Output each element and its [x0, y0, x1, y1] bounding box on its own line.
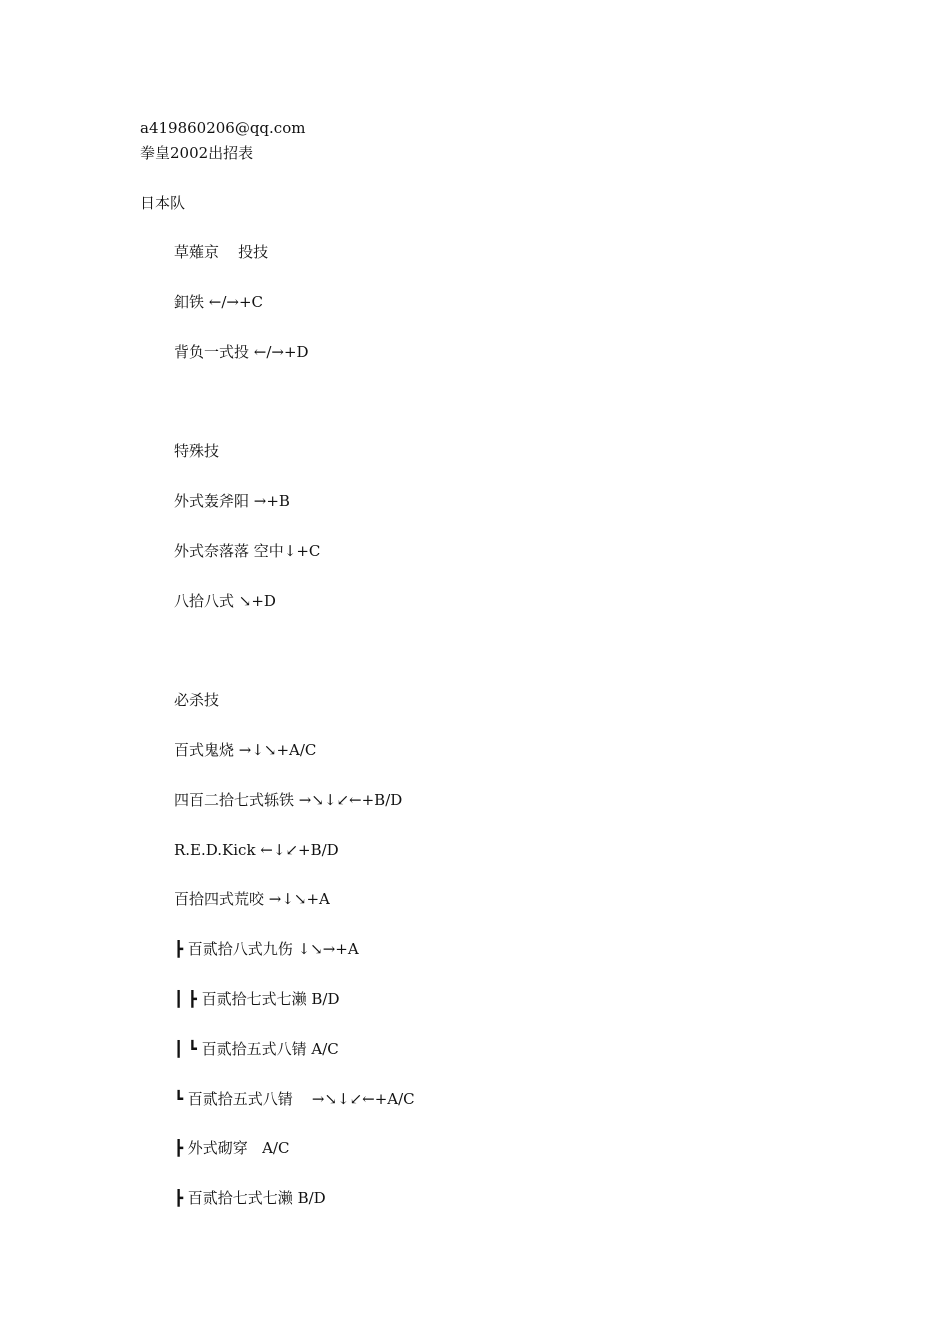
super-move-3: R.E.D.Kick ←↓↙+B/D [174, 841, 339, 859]
super-move-10: ┣ 百贰拾七式七濑 B/D [174, 1189, 326, 1207]
super-moves-heading: 必杀技 [174, 691, 220, 709]
super-move-8: ┗ 百贰拾五式八锖 →↘↓↙←+A/C [174, 1090, 415, 1108]
author-email: a419860206@qq.com [140, 119, 306, 137]
special-move-1: 外式轰斧阳 →+B [174, 492, 290, 510]
super-move-5: ┣ 百贰拾八式九伤 ↓↘→+A [174, 940, 359, 958]
super-move-2: 四百二拾七式轹铁 →↘↓↙←+B/D [174, 791, 403, 809]
throw-move-2: 背负一式投 ←/→+D [174, 343, 309, 361]
special-moves-heading: 特殊技 [174, 442, 220, 460]
special-move-2: 外式奈落落 空中↓+C [174, 542, 321, 560]
throw-move-1: 釦铁 ←/→+C [174, 293, 264, 311]
super-move-7: ┃ ┗ 百贰拾五式八锖 A/C [174, 1040, 339, 1058]
super-move-6: ┃ ┣ 百贰拾七式七濑 B/D [174, 990, 340, 1008]
super-move-1: 百式鬼烧 →↓↘+A/C [174, 741, 317, 759]
character-throw-heading: 草薙京 投技 [174, 243, 269, 261]
super-move-4: 百拾四式荒咬 →↓↘+A [174, 890, 330, 908]
team-heading: 日本队 [140, 194, 186, 212]
special-move-3: 八拾八式 ↘+D [174, 592, 276, 610]
document-title: 拳皇2002出招表 [140, 144, 254, 162]
super-move-9: ┣ 外式砌穿 A/C [174, 1139, 290, 1157]
